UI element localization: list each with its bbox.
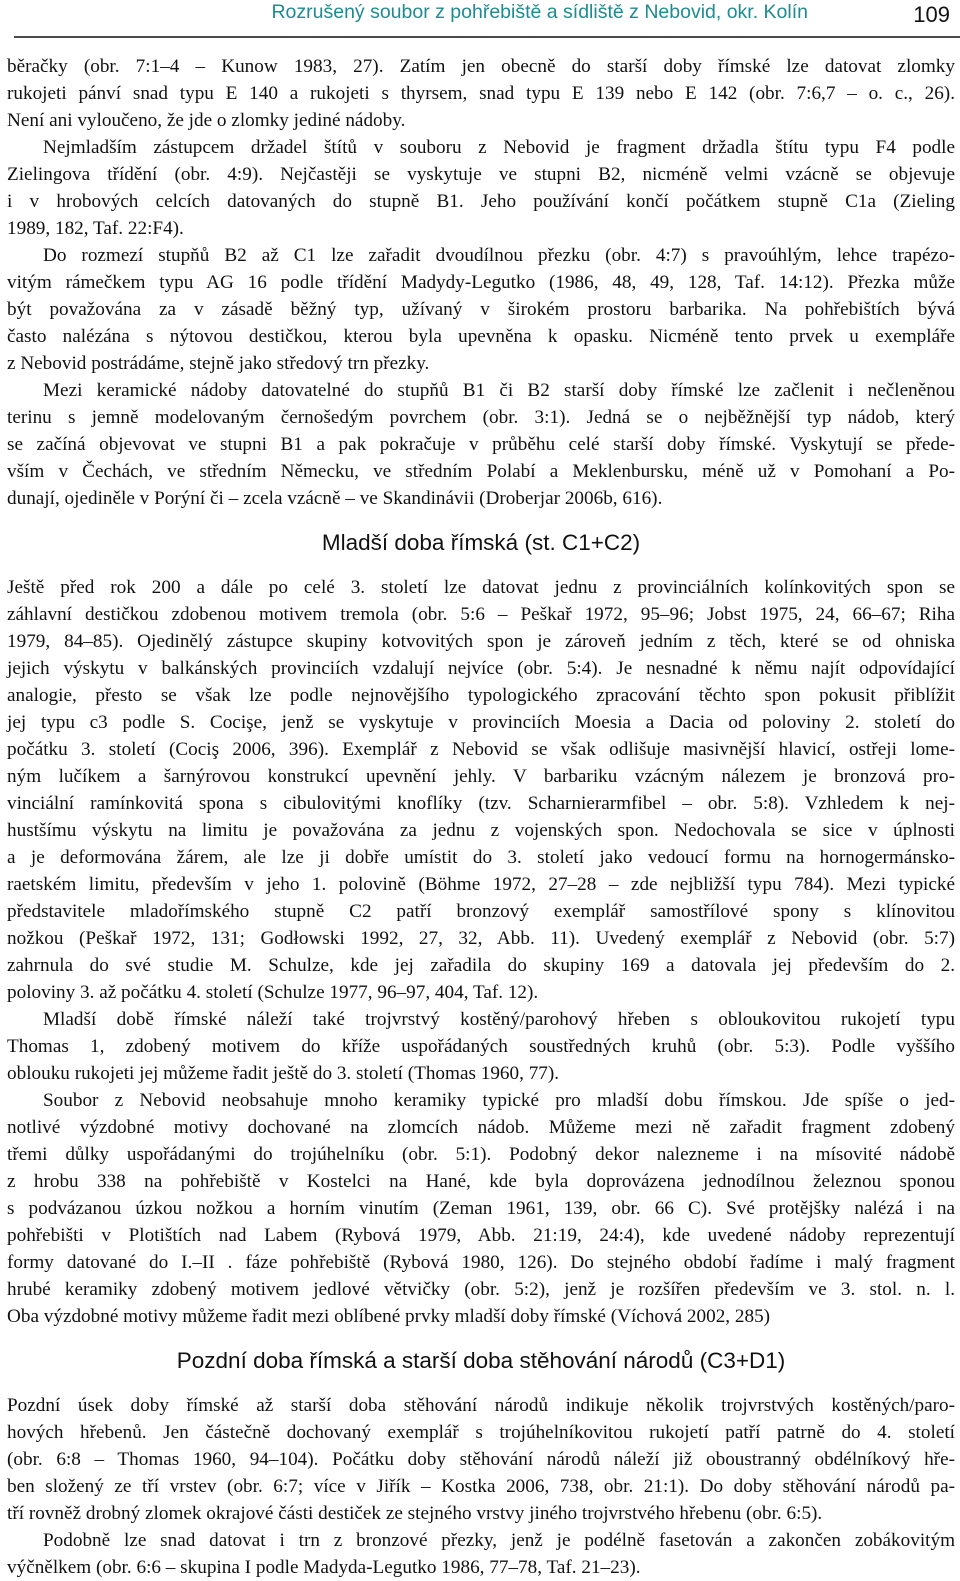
text-line: Mladší době římské náleží také trojvrstvý kostěný/parohový hřeben s obloukovitou rukojetí typu bbox=[43, 1009, 955, 1030]
text-line: formy datované do I.–II . fáze pohřebiště (Rybová 1980, 126). Do stejného období řadíme i malý fragment bbox=[7, 1252, 955, 1273]
text-line: počátku 3. století (Cociş 2006, 396). Exemplář z Nebovid se však odlišuje masivnější hlavicí, ostřeji lome- bbox=[7, 739, 955, 760]
text-line: záhlavní destičkou zdobenou motivem tremola (obr. 5:6 – Peškař 1972, 95–96; Jobst 1975, 24, 66–67; Riha bbox=[7, 604, 955, 625]
text-line: notlivé výzdobné motivy dochované na zlomcích nádob. Můžeme mezi ně zařadit fragment zdobený bbox=[7, 1117, 955, 1138]
text-line: poloviny 3. až počátku 4. století (Schulze 1977, 96–97, 404, Taf. 12). bbox=[7, 982, 539, 1003]
text-line: rukojeti pánví snad typu E 140 a rukojeti s thyrsem, snad typu E 139 nebo E 142 (obr. 7:6,7 – o. c., 26). bbox=[7, 83, 955, 104]
section-early-roman-continuation bbox=[7, 53, 955, 512]
text-line: Ještě před rok 200 a dále po celé 3. století lze datovat jednu z provinciálních kolínkovitých spon se bbox=[7, 577, 955, 598]
text-line: Soubor z Nebovid neobsahuje mnoho keramiky typické pro mladší dobu římskou. Jde spíše o jed- bbox=[43, 1090, 955, 1111]
text-line: (obr. 6:8 – Thomas 1960, 94–104). Počátku doby stěhování národů náleží již oboustranný obdélníkový hře- bbox=[7, 1449, 955, 1470]
text-line: zahrnula do své studie M. Schulze, kde jej zařadila do skupiny 169 a datovala jej především do 2. bbox=[7, 955, 955, 976]
text-line: třemi důlky uspořádanými do trojúhelníku (obr. 5:1). Podobný dekor nalezneme i na mísovité nádobě bbox=[7, 1144, 955, 1165]
text-line: Do rozmezí stupňů B2 až C1 lze zařadit dvoudílnou přezku (obr. 4:7) s pravoúhlým, lehce trapézo- bbox=[43, 245, 955, 266]
text-line: představitele mladořímského stupně C2 patří bronzový exemplář samostřílové spony s klínovitou bbox=[7, 901, 955, 922]
text-line: jej typu c3 podle S. Cocişe, jenž se vyskytuje v provinciích Moesia a Dacia od poloviny 2. století do bbox=[7, 712, 955, 733]
text-line: z Nebovid postrádáme, stejně jako středový trn přezky. bbox=[7, 353, 430, 374]
text-line: oblouku rukojeti jej můžeme řadit ještě do 3. století (Thomas 1960, 77). bbox=[7, 1063, 560, 1084]
running-title: Rozrušený soubor z pohřebiště a sídliště z Nebovid, okr. Kolín bbox=[271, 1, 808, 23]
text-line: pohřebišti v Plotištích nad Labem (Rybová 1979, Abb. 21:19, 24:4), kde uvedené nádoby reprezentují bbox=[7, 1225, 955, 1246]
text-line: a je deformována žárem, ale lze ji dobře umístit do 3. století jako vedoucí formu na hornogermánsko- bbox=[7, 847, 955, 868]
text-line: ben složený ze tří vrstev (obr. 6:7; více v Jiřík – Kostka 2006, 738, obr. 21:1). Do doby stěhování národů pa- bbox=[7, 1476, 955, 1497]
text-line: Oba výzdobné motivy můžeme řadit mezi oblíbené prvky mladší doby římské (Víchová 2002, 285) bbox=[7, 1306, 771, 1327]
section-late-roman-migration bbox=[7, 1330, 955, 1581]
text-line: tří rovněž drobný zlomek okrajové části destiček ze stejného vrstvy jiného trojvrstvého hřebenu (obr. 6:5). bbox=[7, 1503, 823, 1524]
text-line: jejich výskytu v balkánských provinciích vzdalují nejvíce (obr. 5:4). Je nesnadné k němu najít odpovídající bbox=[7, 658, 955, 679]
text-line: terinu s jemně modelovaným černošedým povrchem (obr. 3:1). Jedná se o nejběžnější typ nádob, který bbox=[7, 407, 955, 428]
running-header bbox=[0, 0, 960, 36]
text-line: Podobně lze snad datovat i trn z bronzové přezky, jenž je podélně fasetován a zakončen zobákovitým bbox=[43, 1530, 955, 1551]
text-line: z hrobu 338 na pohřebiště v Kostelci na Hané, kde byla doprovázena jednodílnou železnou sponou bbox=[7, 1171, 955, 1192]
text-line: běračky (obr. 7:1–4 – Kunow 1983, 27). Zatím jen obecně do starší doby římské lze datovat zlomky bbox=[7, 56, 955, 77]
text-line: i v hrobových celcích datovaných do stupně B1. Jeho používání končí počátkem stupně C1a (Zieling bbox=[7, 191, 955, 212]
text-line: Není ani vyloučeno, že jde o zlomky jediné nádoby. bbox=[7, 110, 406, 131]
text-line: dunají, ojediněle v Porýní či – zcela vzácně – ve Skandinávii (Droberjar 2006b, 616). bbox=[7, 488, 663, 509]
section-heading: Pozdní doba římská a starší doba stěhování národů (C3+D1) bbox=[176, 1348, 786, 1373]
body-text bbox=[7, 53, 955, 1581]
text-line: vitým rámečkem typu AG 16 podle třídění Madydy-Legutko (1986, 48, 49, 128, Taf. 14:12). Přezka může bbox=[7, 272, 955, 293]
text-line: výčnělkem (obr. 6:6 – skupina I podle Madyda-Legutko 1986, 77–78, Taf. 21–23). bbox=[7, 1557, 641, 1578]
text-line: Zielingova třídění (obr. 4:9). Nejčastěji se vyskytuje ve stupni B2, nicméně velmi vzácně se objevuje bbox=[7, 164, 955, 185]
text-line: vinciální ramínkovitá spona s cibulovitými knoflíky (tzv. Scharnierarmfibel – obr. 5:8). Vzhledem k nej- bbox=[7, 793, 955, 814]
text-line: 1989, 182, Taf. 22:F4). bbox=[7, 218, 184, 239]
text-line: analogie, přesto se však lze podle nejnovějšího typologického zpracování těchto spon pokusit přiblížit bbox=[7, 685, 955, 706]
text-line: hustšímu výskytu na limitu je považována za jednu z vojenských spon. Nedochovala se sice v úplnosti bbox=[7, 820, 955, 841]
text-line: s podvázanou úzkou nožkou a horním vinutím (Zeman 1961, 139, obr. 66 C). Své protějšky nalézá i na bbox=[7, 1198, 955, 1219]
text-line: Thomas 1, zdobený motivem do kříže uspořádaných soustředných kruhů (obr. 5:3). Podle vyššího bbox=[7, 1036, 955, 1057]
text-line: hových hřebenů. Jen částečně dochovaný exemplář s trojúhelníkovitou rukojetí patří patrně do 4. století bbox=[7, 1422, 955, 1443]
header-divider bbox=[14, 36, 960, 38]
section-late-roman bbox=[7, 512, 955, 1330]
text-line: 1979, 84–85). Ojedinělý zástupce skupiny kotvovitých spon je zároveň jedním z těch, které se od ohniska bbox=[7, 631, 955, 652]
section-heading: Mladší doba římská (st. C1+C2) bbox=[321, 530, 641, 555]
text-line: Pozdní úsek doby římské až starší doba stěhování národů indikuje několik trojvrstvých kostěných/paro- bbox=[7, 1395, 955, 1416]
text-line: se začíná objevovat ve stupni B1 a pak pokračuje v průběhu celé starší doby římské. Vyskytují se přede- bbox=[7, 434, 955, 455]
text-line: být považována za v zásadě běžný typ, užívaný v širokém prostoru barbarika. Na pohřebištích bývá bbox=[7, 299, 955, 320]
text-line: hrubé keramiky zdobený motivem jedlové větvičky (obr. 5:2), jenž je rozšířen především ve 3. stol. n. l. bbox=[7, 1279, 955, 1300]
text-line: nožkou (Peškař 1972, 131; Godłowski 1992, 27, 32, Abb. 11). Uvedený exemplář z Nebovid (obr. 5:7) bbox=[7, 928, 955, 949]
text-line: Nejmladším zástupcem držadel štítů v souboru z Nebovid je fragment držadla štítu typu F4 podle bbox=[43, 137, 955, 158]
page-number: 109 bbox=[913, 2, 950, 27]
text-line: často nalézána s nýtovou destičkou, kterou byla upevněna k opasku. Nicméně tento prvek u exempláře bbox=[7, 326, 955, 347]
text-line: vším v Čechách, ve středním Německu, ve středním Polabí a Meklenbursku, méně už v Pomohaní a Po- bbox=[7, 461, 955, 482]
text-line: ným lučíkem a šarnýrovou konstrukcí upevnění jehly. V barbariku vzácným nálezem je bronzová pro- bbox=[7, 766, 955, 787]
text-line: raetském limitu, především v jeho 1. polovině (Böhme 1972, 27–28 – zde nejbližší typu 784). Mezi typické bbox=[7, 874, 955, 895]
text-line: Mezi keramické nádoby datovatelné do stupňů B1 či B2 starší doby římské lze začlenit i nečleněnou bbox=[43, 380, 955, 401]
